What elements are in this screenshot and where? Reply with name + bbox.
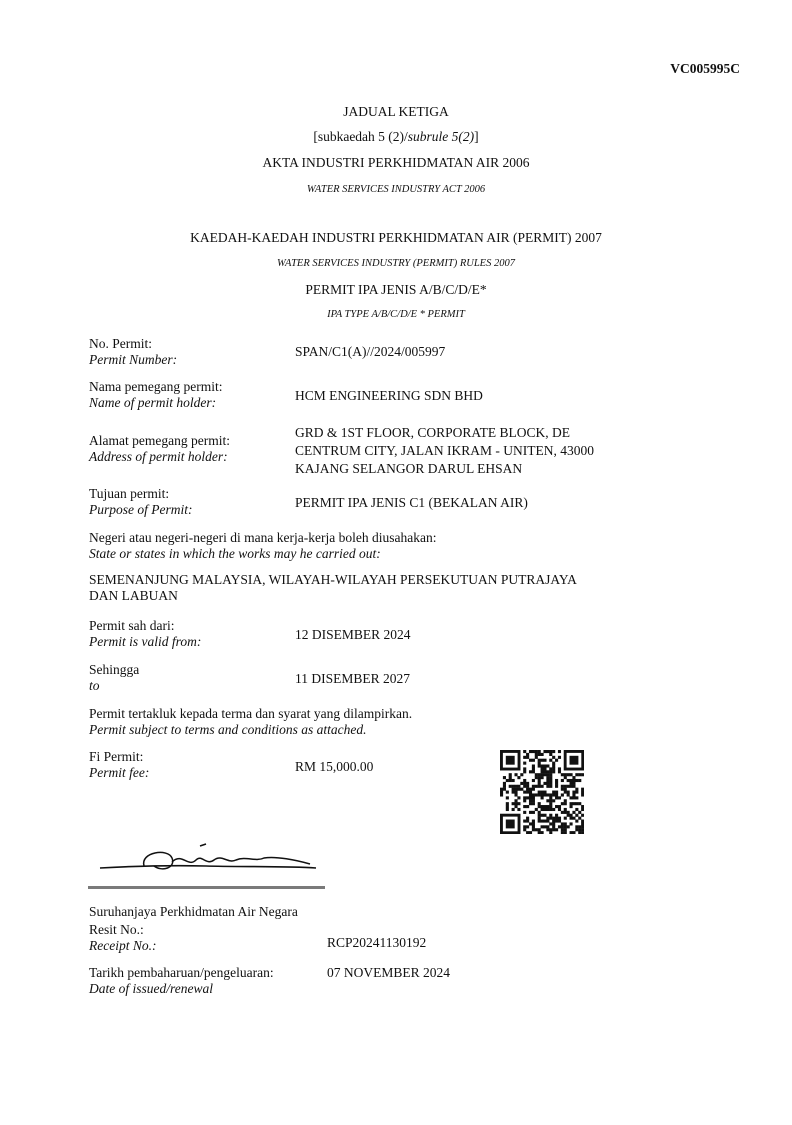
subrule-italic: subrule 5(2)	[407, 129, 475, 144]
rules-title-en: WATER SERVICES INDUSTRY (PERMIT) RULES 2007	[277, 258, 515, 269]
valid-to-value: 11 DISEMBER 2027	[295, 671, 411, 686]
receipt-label-en: Receipt No.:	[89, 938, 157, 953]
rules-title: KAEDAH-KAEDAH INDUSTRI PERKHIDMATAN AIR (PERMIT) 2007	[190, 230, 602, 245]
holder-label-ms: Nama pemegang permit:	[89, 379, 223, 394]
valid-from-label-ms: Permit sah dari:	[89, 618, 175, 633]
permit-number-label-en: Permit Number:	[89, 352, 178, 367]
valid-from-value: 12 DISEMBER 2024	[295, 627, 411, 642]
address-label-ms: Alamat pemegang permit:	[89, 433, 230, 448]
valid-to-label	[89, 662, 139, 694]
states-line-2: DAN LABUAN	[89, 588, 178, 603]
date-label-ms: Tarikh pembaharuan/pengeluaran:	[89, 965, 274, 980]
purpose-label	[89, 486, 193, 518]
fee-label	[89, 749, 149, 781]
purpose-label-en: Purpose of Permit:	[89, 502, 193, 517]
receipt-label-ms: Resit No.:	[89, 922, 144, 937]
date-value: 07 NOVEMBER 2024	[327, 965, 451, 980]
permit-type-title: PERMIT IPA JENIS A/B/C/D/E*	[305, 282, 487, 297]
states-label	[89, 530, 436, 562]
permit-number-label-ms: No. Permit:	[89, 336, 152, 351]
valid-to-label-ms: Sehingga	[89, 662, 140, 677]
address-line-3: KAJANG SELANGOR DARUL EHSAN	[295, 461, 523, 476]
holder-label-en: Name of permit holder:	[89, 395, 217, 410]
address-value	[295, 424, 594, 478]
receipt-value: RCP20241130192	[327, 935, 427, 950]
states-label-ms: Negeri atau negeri-negeri di mana kerja-kerja boleh diusahakan:	[89, 530, 437, 545]
address-label	[89, 433, 230, 465]
valid-from-label	[89, 618, 201, 650]
signature-line	[88, 886, 325, 889]
act-title-en: WATER SERVICES INDUSTRY ACT 2006	[306, 184, 486, 195]
valid-from-label-en: Permit is valid from:	[89, 634, 202, 649]
fee-value: RM 15,000.00	[295, 759, 374, 774]
states-value	[89, 572, 577, 604]
fee-label-en: Permit fee:	[89, 765, 150, 780]
subrule-prefix: [subkaedah 5 (2)/	[313, 129, 408, 144]
schedule-title: JADUAL KETIGA	[343, 104, 449, 119]
valid-to-label-en: to	[89, 678, 100, 693]
act-title: AKTA INDUSTRI PERKHIDMATAN AIR 2006	[262, 155, 530, 170]
address-line-2: CENTRUM CITY, JALAN IKRAM - UNITEN, 43000	[295, 443, 594, 458]
states-line-1: SEMENANJUNG MALAYSIA, WILAYAH-WILAYAH PERSEKUTUAN PUTRAJAYA	[89, 572, 577, 587]
address-line-1: GRD & 1ST FLOOR, CORPORATE BLOCK, DE	[295, 425, 571, 440]
document-code: VC005995C	[670, 61, 740, 76]
date-label-en: Date of issued/renewal	[89, 981, 213, 996]
terms-text-ms: Permit tertakluk kepada terma dan syarat yang dilampirkan.	[89, 706, 413, 721]
permit-type-title-en: IPA TYPE A/B/C/D/E * PERMIT	[327, 309, 465, 320]
fee-label-ms: Fi Permit:	[89, 749, 144, 764]
permit-number-label	[89, 336, 177, 368]
address-label-en: Address of permit holder:	[89, 449, 228, 464]
receipt-label	[89, 922, 156, 954]
date-label	[89, 965, 274, 997]
permit-number-value: SPAN/C1(A)//2024/005997	[295, 344, 446, 359]
terms-text-en: Permit subject to terms and conditions as attached.	[89, 722, 367, 737]
subrule-line	[0, 129, 792, 145]
holder-value: HCM ENGINEERING SDN BHD	[295, 388, 483, 403]
purpose-value: PERMIT IPA JENIS C1 (BEKALAN AIR)	[295, 495, 528, 510]
qr-code-icon	[500, 750, 584, 834]
purpose-label-ms: Tujuan permit:	[89, 486, 170, 501]
commission-name: Suruhanjaya Perkhidmatan Air Negara	[89, 904, 298, 919]
signature-image	[96, 838, 326, 882]
subrule-suffix: ]	[474, 129, 479, 144]
terms-text	[89, 706, 412, 738]
states-label-en: State or states in which the works may he carried out:	[89, 546, 381, 561]
holder-label	[89, 379, 222, 411]
